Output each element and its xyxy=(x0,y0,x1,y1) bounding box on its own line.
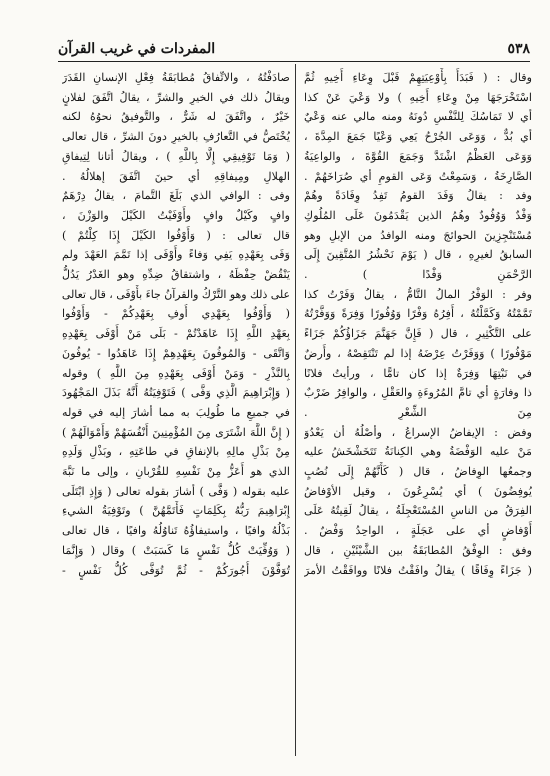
left-column-line: وافٍ وكَيْلٌ وافٍ وأَوْفَيْتُ الكَيْلَ والوَزْنَ ، xyxy=(62,208,290,222)
right-column-line: ( جَزَاءً وِفَاقًا ) يقالُ وافَقْتُ فلانًا ووافَقْتُ الأمرَ xyxy=(304,563,532,577)
right-column-line: تَمَّمْتُهُ وَكَمَّلْتُهُ ، أَفِرُهُ وَفْرًا وَوُفُورًا وَفِرَةً وَوَفَّرْتُهُ xyxy=(304,307,532,321)
right-column-line: الصَّارِخَةُ ، وَسَمِعْتُ وَعَى القومِ أي صُرَاخَهُمْ . xyxy=(304,169,532,183)
right-column-line: ذا وفارَةٍ أي تامَّ المُرُوءَةِ والعَقْلِ ، والوافِرُ ضَرْبٌ xyxy=(304,386,532,400)
left-column-line: على ذلك وهو التَّرْكُ والقرآنُ جاءَ بأَوْفَى ، قال تعالى xyxy=(62,287,290,301)
right-column-line: وجمعُها الوِفاضُ ، قال ( كَأَنَّهُمْ إِلَى نُصُبٍ xyxy=(304,465,532,479)
running-title: المفردات في غريب القرآن xyxy=(58,41,216,57)
right-column-line: على التَّكْثِيرِ ، قال ( فَإِنَّ جَهَنَّمَ جَزَاؤُكُمْ جَزَاءً xyxy=(304,327,532,341)
left-column-line: ( وَإِبْرَاهِيمَ الَّذِي وَفَّى ) فَتَوْفِيَتُهُ أَنَّهُ بَذَلَ المَجْهُودَ xyxy=(62,386,290,400)
right-column-line: الفِرَقُ من الناسِ المُسْتَعْجِلَةُ ، يقالُ لَقِيتُهُ عَلَى xyxy=(304,504,532,518)
right-column-line: أي لا تَمَاسُكَ لِلنَّفْسِ دُونَهُ ومنه مالي عنه وَعْيٌ xyxy=(304,110,532,124)
left-column-line: بَذْلُهُ وافيًا ، واستيفاؤُهُ تَناوُلُهُ وافيًا ، قال تعالى xyxy=(62,524,290,538)
right-column-line: أي بُدٌّ ، وَوَعَى الجُرْحُ يَعِي وَعْيًا جَمَعَ المِدَّةَ ، xyxy=(304,130,532,144)
right-column-line: وَفْدٌ وَوُفُودٌ وهُمُ الذين يَقْدَمُونَ عَلَى المُلُوكِ xyxy=(304,208,532,222)
header-rule xyxy=(58,61,530,62)
left-column-line: خَيْرٌ ، واتَّفَقَ له شَرٌّ ، والتَّوفيقُ نحوُهُ لكنه xyxy=(62,110,290,124)
right-column-line: يُوفِضُونَ ) أي يُسْرِعُونَ ، وقيل الأوْفاضُ xyxy=(304,484,532,498)
left-column-line: ( وَمَا تَوْفِيقِي إِلَّا بِاللَّهِ ) ، ويقالُ أتانا لِتِيفاقِ xyxy=(62,149,290,163)
column-divider xyxy=(295,64,296,756)
left-column-line: ( وَأَوْفُوا بِعَهْدِي أُوفِ بِعَهْدِكُمْ - وَأَوْفُوا xyxy=(62,307,290,321)
right-column-line: مِنَ الشِّعْرِ . xyxy=(304,405,532,419)
left-column-line: عليه بقوله ( وَفَّى ) أشارَ بقوله تعالى ( وَإِذِ ابْتَلَى xyxy=(62,484,290,498)
left-column-line: قال تعالى : ( وَأَوْفُوا الكَيْلَ إِذَا كِلْتُمْ ) xyxy=(62,228,290,242)
right-column-line: مَنْ عليه الوَفْضَةُ وهي الكِنانَةُ تَتَخَشْخَشُ عليه xyxy=(304,445,532,459)
right-column-line: وفر : الوَفْرُ المالُ التَّامُّ ، يقالُ وَفَرْتُ كذا xyxy=(304,287,532,301)
left-column-line: الذي هو أَعَزُّ مِنْ نَفْسِهِ للقُرْبانِ ، وإلى ما نَبَّهَ xyxy=(62,465,290,479)
right-column-line: وفق : الوِفْقُ المُطابَقَةُ بين الشَّيْئَيْنِ ، قال xyxy=(304,543,532,557)
left-column-line: ( وَوُفِّيَتْ كُلُّ نَفْسٍ مَا كَسَبَتْ ) وقال ( وَإِنَّمَا xyxy=(62,543,290,557)
right-column-line: في نَبْتِهَا وَفِرَةٌ إذا كان تامًّا ، ورأيتُ فلانًا xyxy=(304,366,532,380)
left-column-line: بِالنَّذْرِ - وَمَنْ أَوْفَى بِعَهْدِهِ مِنَ اللَّهِ ) وقوله xyxy=(62,366,290,380)
right-column-line: وفد : يقالُ وَفَدَ القومُ تَفِدُ وِفَادَةً وهُمْ xyxy=(304,189,532,203)
right-column-line: مُسْتَنْجِزِينَ الحوائجَ ومنه الوافدُ من الإبلِ وهو xyxy=(304,228,532,242)
page-header xyxy=(58,36,530,62)
page-number: ٥٣٨ xyxy=(507,41,530,57)
left-column-line: صادَفْتُهُ ، والاتِّفاقُ مُطابَقَةُ فِعْلِ الإنسانِ القَدَرَ xyxy=(62,71,290,84)
right-column-line: وقال : ( فَبَدَأَ بِأَوْعِيَتِهِمْ قَبْلَ وِعَاءِ أَخِيهِ ثُمَّ xyxy=(304,71,532,84)
left-column-line: تُوَفَّوْنَ أُجُورَكُمْ - ثُمَّ تُوَفَّى كُلُّ نَفْسٍ - xyxy=(62,563,290,577)
left-column-line: وَفَى بِعَهْدِهِ يَفِي وَفاءً وأَوْفَى إذا تَمَّمَ العَهْدَ ولم xyxy=(62,248,290,262)
left-column-line: بِعَهْدِ اللَّهِ إِذَا عَاهَدْتُمْ - بَلَى مَنْ أَوْفَى بِعَهْدِهِ xyxy=(62,327,290,341)
right-text-column xyxy=(304,68,532,758)
right-column-line: أَوْفاضٍ أي على عَجَلَةٍ ، الواحِدُ وَفْضٌ . xyxy=(304,524,532,538)
left-column-line: ( إِنَّ اللَّهَ اشْتَرَى مِنَ المُؤْمِنِينَ أَنْفُسَهُمْ وَأَمْوَالَهُمْ ) xyxy=(62,425,290,439)
left-column-line: في جميعِ ما طُولِبَ به مما أشارَ إليه في قوله xyxy=(62,405,290,419)
left-column-line: مِنْ بَذْلِ مالِهِ بالإنفاقِ في طاعَتِهِ ، وبَذْلِ وَلَدِهِ xyxy=(62,445,290,459)
left-column-line: وَاتَّقَى - وَالمُوفُونَ بِعَهْدِهِمْ إِذَا عَاهَدُوا - يُوفُونَ xyxy=(62,346,290,360)
left-text-column xyxy=(62,68,290,758)
right-column-line: مَوْفُورًا ) وَوَفَرْتُ عِرْضَهُ إذا لم تَنْتَقِصْهُ ، وأَرضٌ xyxy=(304,346,532,360)
left-column-line: ويقالُ ذلك في الخيرِ والشرِّ ، يقالُ اتَّفَقَ لفلانٍ xyxy=(62,90,290,104)
left-column-line: الهلالِ ومِيفاقِهِ أي حينَ اتَّفَقَ إهلالُهُ . xyxy=(62,169,290,183)
right-column-line: الرَّحْمَنِ وَفْدًا ) . xyxy=(304,268,532,282)
left-column-line: وفى : الوافي الذي بَلَغَ التَّمامَ ، يقالُ دِرْهَمٌ xyxy=(62,189,290,203)
right-column-line: وفض : الإيفاضُ الإسراعُ ، وأصْلُهُ أن يَعْدُوَ xyxy=(304,425,532,439)
right-column-line: اسْتَخْرَجَهَا مِنْ وِعَاءِ أَخِيهِ ) ولا وَعْيَ عَنْ كذا xyxy=(304,90,532,104)
left-column-line: يَنْقُضْ حِفْظَهُ ، واشتقاقُ ضِدِّهِ وهو الغَدْرُ يَدُلُّ xyxy=(62,268,290,282)
left-column-line: إِبْرَاهِيمَ رَبُّهُ بِكَلِمَاتٍ فَأَتَمَّهُنَّ ) وتَوْفِيَةُ الشيءِ xyxy=(62,504,290,518)
right-column-line: وَوَعَى العَظْمُ اشْتَدَّ وَجَمَعَ القُوَّةَ ، والواعِيَةُ xyxy=(304,149,532,163)
right-column-line: السابقُ لغيرِهِ ، قال ( يَوْمَ نَحْشُرُ المُتَّقِينَ إِلَى xyxy=(304,248,532,262)
left-column-line: يُخْتَصُّ في التَّعارُفِ بالخيرِ دونَ الشرِّ ، قال تعالى xyxy=(62,130,290,144)
